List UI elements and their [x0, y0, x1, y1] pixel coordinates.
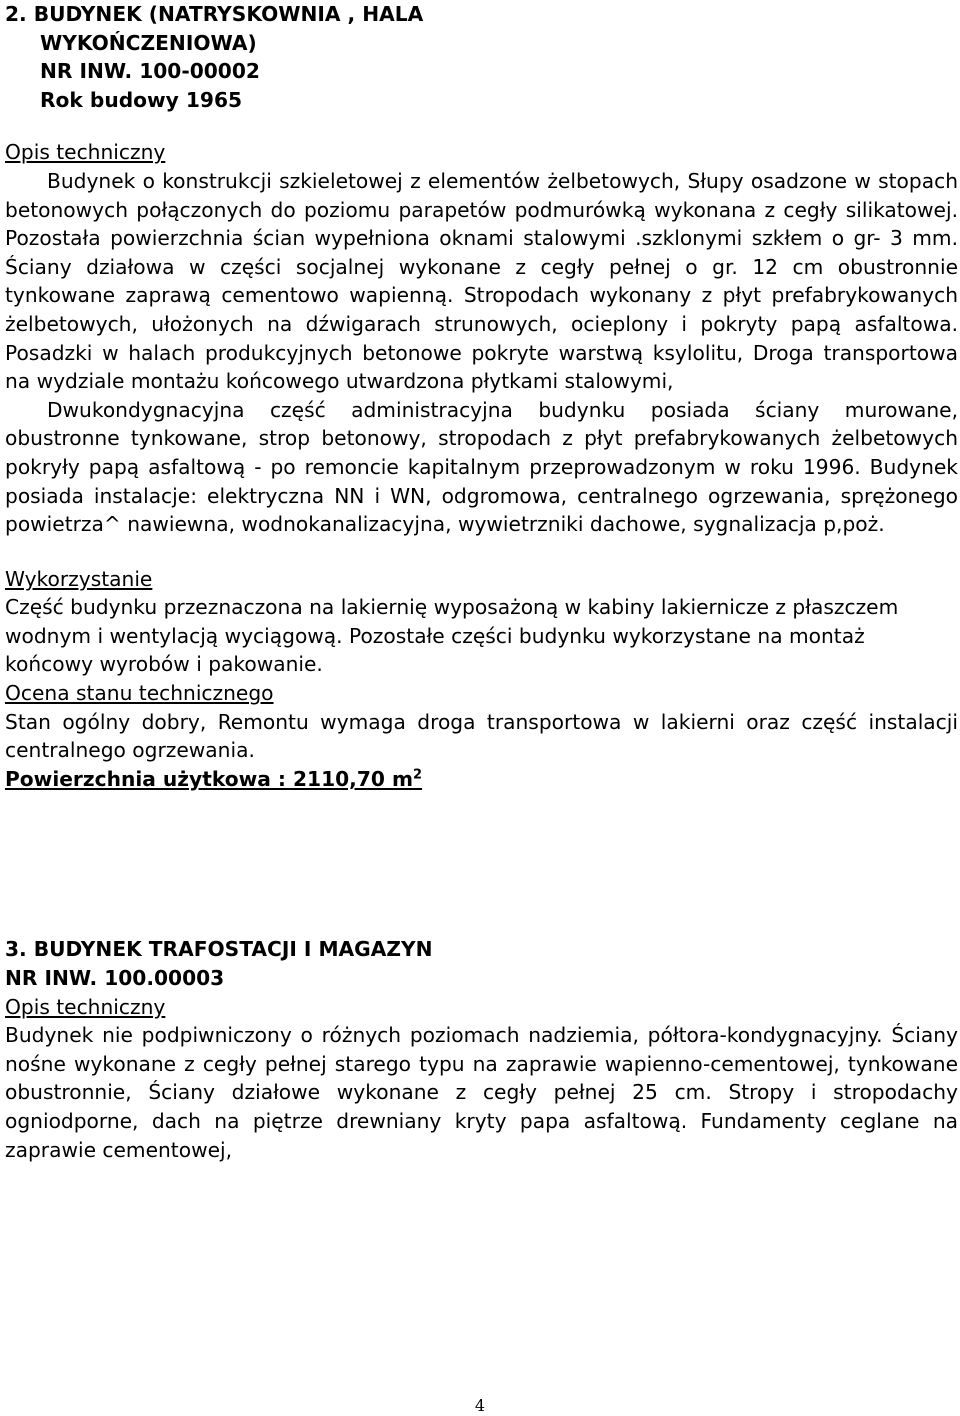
section2-ocena-text: Stan ogólny dobry, Remontu wymaga droga transportowa w lakierni oraz część instalacji centralnego ogrzewania. — [5, 709, 958, 763]
section2-opis-paragraph-2: Dwukondygnacyjna część administracyjna budynku posiada ściany murowane, obustronne tynkowane, strop betonowy, stropodach z płyt prefabrykowanych żelbetowych pokryły papą asfaltową - po remoncie kapitalnym przeprowadzonym w roku 1996. Budynek posiada instalacje: elektryczna NN i WN, odgromowa, centralnego ogrzewania, sprężonego powietrza^ nawiewna, wodnokanalizacyjna, wywietrzniki dachowe, sygnalizacja p,poż. — [5, 397, 958, 537]
section2-opis-label: Opis techniczny — [5, 140, 166, 165]
section2-wykorzystanie-label: Wykorzystanie — [5, 566, 153, 591]
section2-opis-paragraph: Budynek o konstrukcji szkieletowej z elementów żelbetowych, Słupy osadzone w stopach betonowych połączonych do poziomu parapetów podmurówką wykonana z cegły silikatowej. Pozostała powierzchnia ścian wypełniona oknami stalowymi .szklonymi szkłem o gr- 3 mm. Ściany działowa w części socjalnej wykonane z cegły pełnej o gr. 12 cm obustronnie tynkowane zaprawą cementowo wapienną. Stropodach wykonany z płyt prefabrykowanych żelbetowych, ułożonych na dźwigarach strunowych, ocieplony i pokryty papą asfaltowa. Posadzki w halach produkcyjnych betonowe pokryte warstwą ksylolitu, Droga transportowa na wydziale montażu końcowego utwardzona płytkami stalowymi, — [5, 168, 958, 394]
section2-area-label: Powierzchnia użytkowa : 2110,70 m — [5, 766, 414, 791]
section3-opis-label: Opis techniczny — [5, 994, 166, 1019]
section2-wykorzystanie-text: Część budynku przeznaczona na lakiernię wyposażoną w kabiny lakiernicze z płaszczem wodnym i wentylacją wyciągową. Pozostałe części budynku wykorzystane na montaż końcowy wyrobów i pakowanie. — [5, 595, 899, 677]
section2-ocena-label: Ocena stanu technicznego — [5, 681, 274, 706]
section2-area — [5, 765, 958, 794]
section2-area-sup: 2 — [413, 767, 423, 783]
section2-heading-line4: Rok budowy 1965 — [40, 87, 243, 112]
section3-heading-line1: 3. BUDYNEK TRAFOSTACJI I MAGAZYN — [5, 937, 433, 962]
section3-heading-line2: NR INW. 100.00003 — [5, 966, 225, 991]
section3-opis-text: Budynek nie podpiwniczony o różnych poziomach nadziemia, półtora-kondygnacyjny. Ściany nośne wykonane z cegły pełnej starego typu na zaprawie wapienno-cementowej, tynkowane obustronnie, Ściany działowe wykonane z cegły pełnej 25 cm. Stropy i stropodachy ogniodporne, dach na piętrze drewniany kryty papa asfaltową. Fundamenty ceglane na zaprawie cementowej, — [5, 1023, 958, 1162]
document-page — [5, 0, 958, 1164]
section2-heading-line1: 2. BUDYNEK (NATRYSKOWNIA , HALA — [5, 2, 424, 26]
section2-heading-line2: WYKOŃCZENIOWA) — [40, 30, 257, 55]
page-number: 4 — [474, 1396, 486, 1415]
section2-heading-line3: NR INW. 100-00002 — [40, 59, 260, 84]
